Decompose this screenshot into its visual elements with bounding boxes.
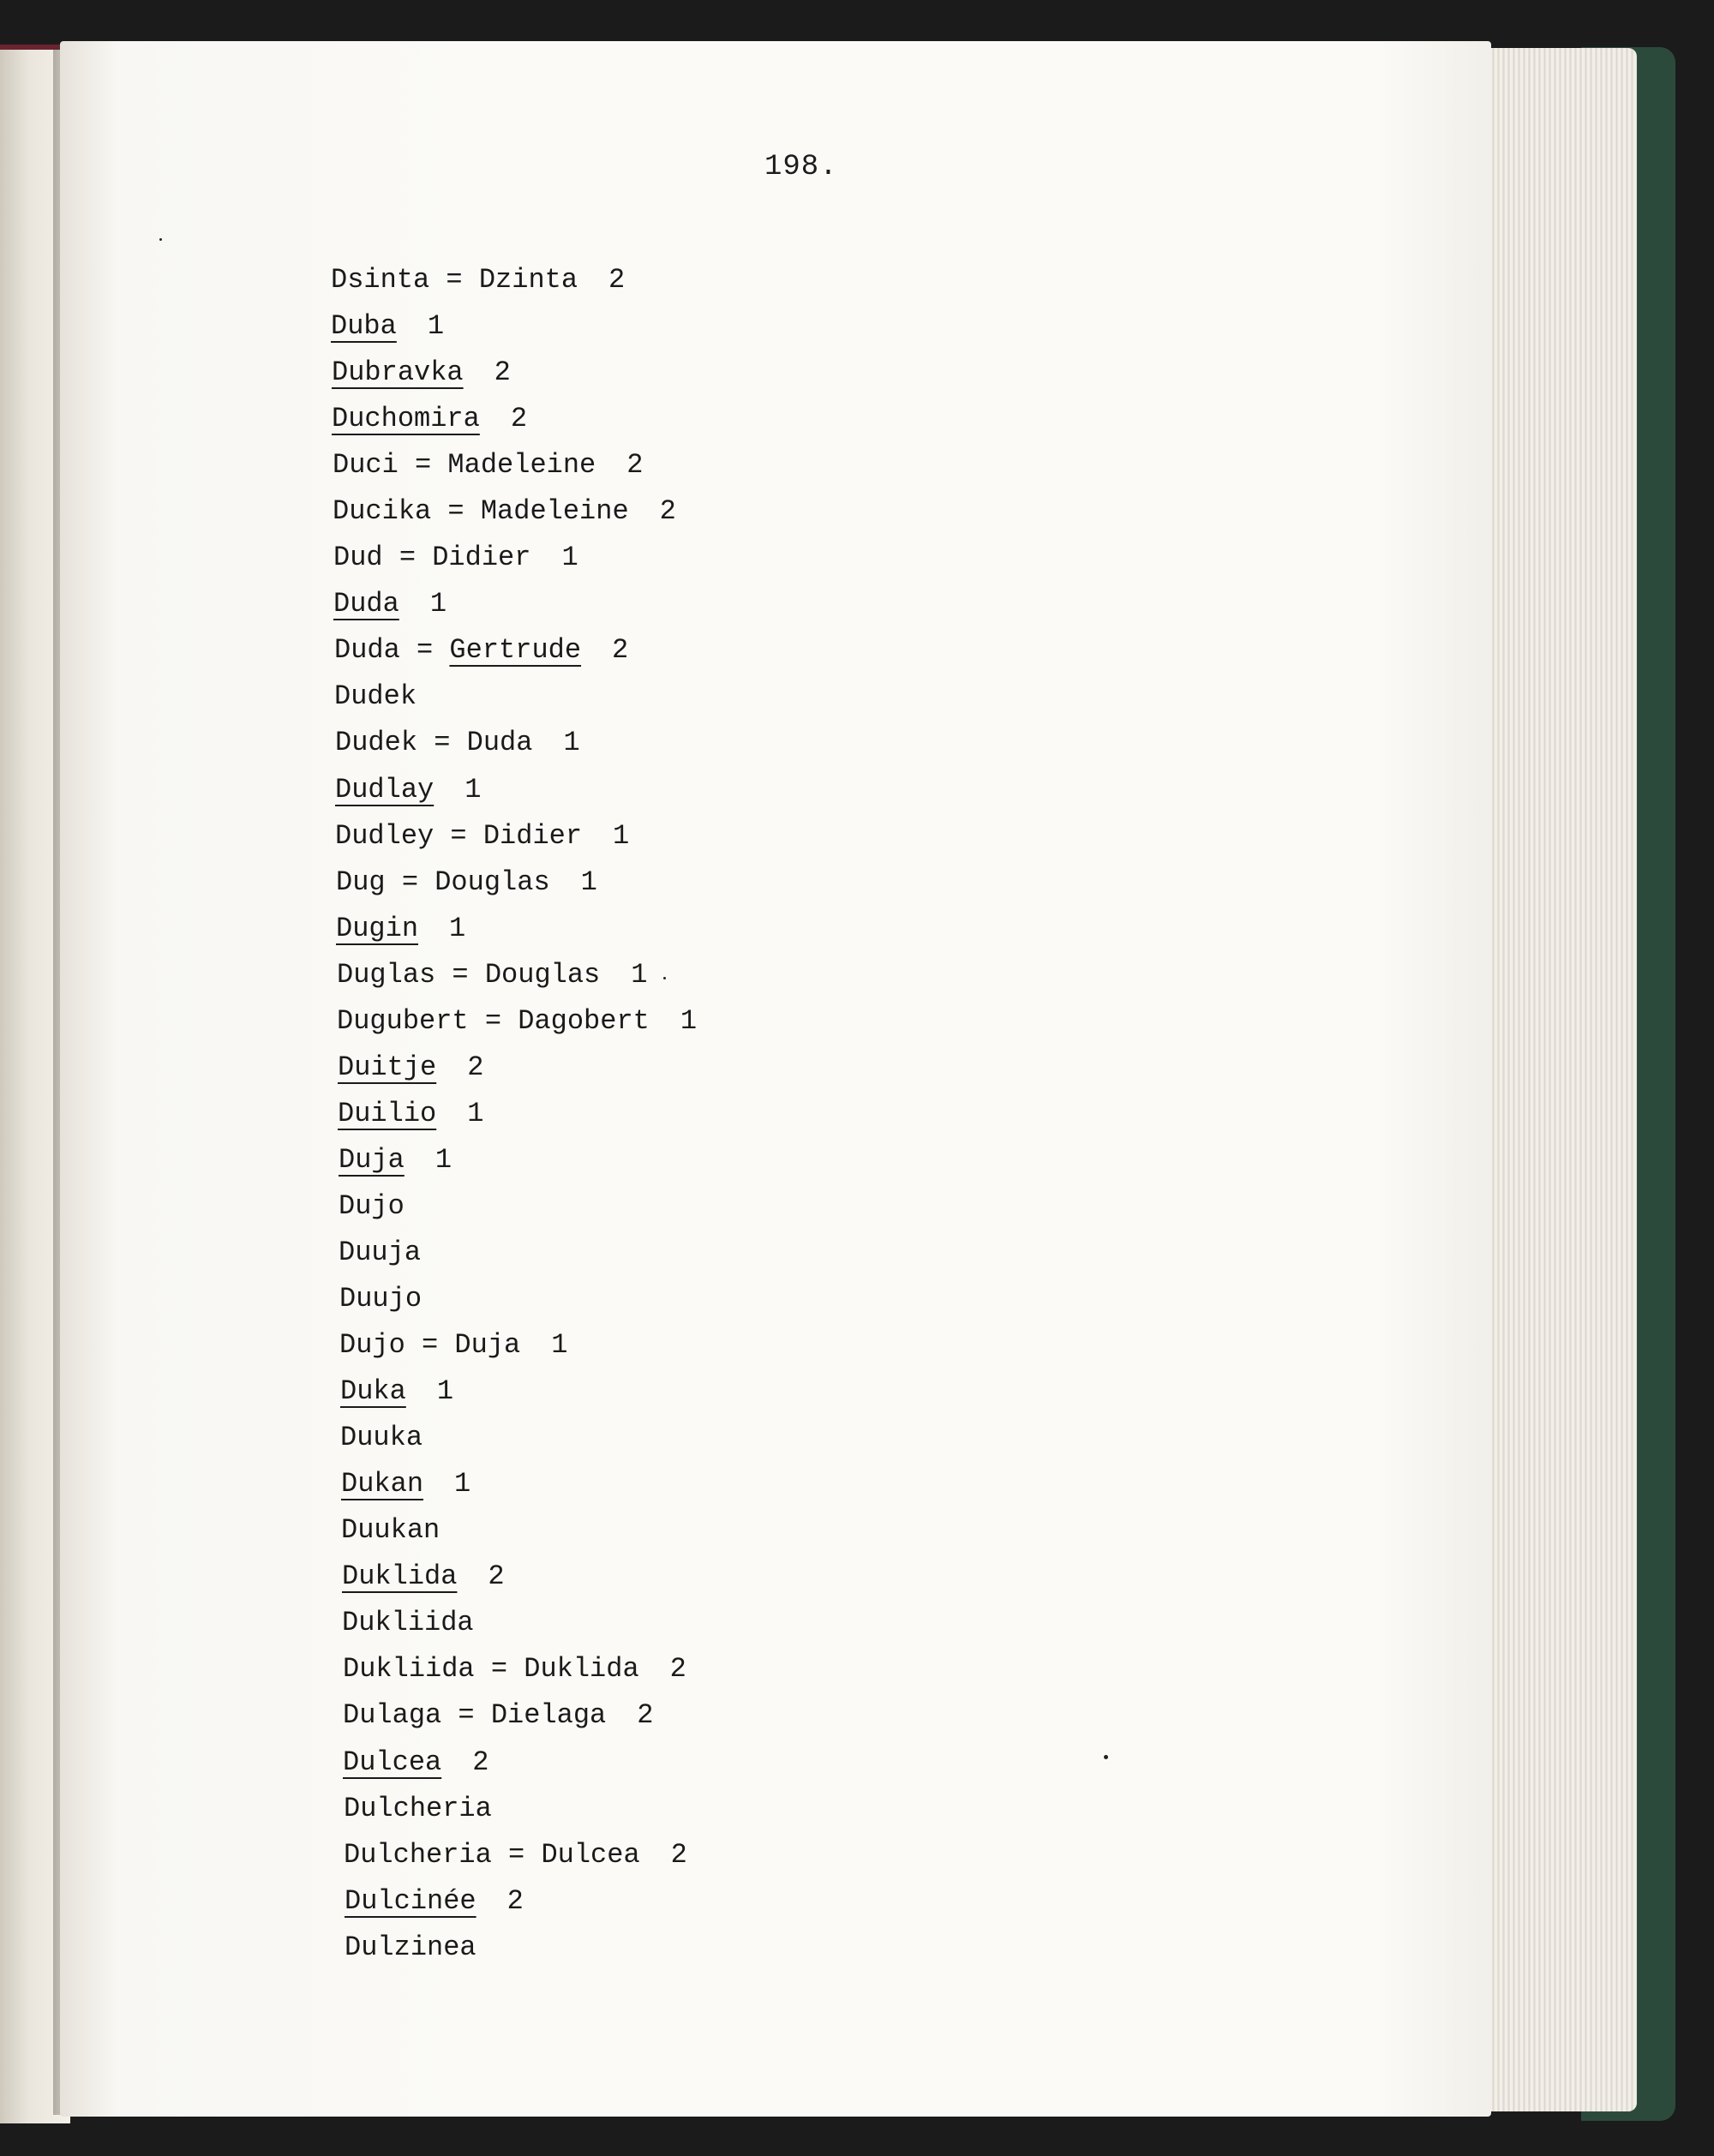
name-entry: Dulcheria = Dulcea 2	[344, 1838, 687, 1871]
name-entry: Dudley = Didier 1	[335, 819, 630, 852]
entry-name: Dulcinée	[345, 1884, 476, 1917]
entry-name: Dug	[336, 865, 386, 898]
entry-equivalent: Duja	[454, 1329, 521, 1362]
name-entry	[331, 1461, 697, 1507]
entry-code: 1	[613, 819, 630, 852]
entry-name: Duukan	[341, 1514, 440, 1547]
name-entry	[331, 1925, 697, 1971]
entry-name: Duda	[333, 588, 399, 620]
name-entry	[331, 1786, 697, 1832]
entry-name: Dugin	[336, 912, 419, 944]
name-entry: Dudek = Duda 1	[335, 727, 580, 759]
entry-name: Dubravka	[332, 356, 464, 389]
name-entry	[331, 1045, 697, 1091]
entry-name: Dukliida	[342, 1607, 474, 1639]
entry-code: 1	[561, 542, 578, 574]
ink-speck	[159, 238, 162, 241]
entry-code: 2	[608, 264, 626, 296]
entry-equivalent: Dielaga	[490, 1699, 607, 1732]
name-entry: Dsinta = Dzinta 2	[331, 264, 626, 296]
entry-name: Duuka	[340, 1422, 423, 1454]
name-entry: Duci = Madeleine 2	[333, 449, 644, 482]
entry-code: 1	[551, 1329, 568, 1362]
entry-name: Dulcheria	[344, 1838, 492, 1871]
entry-code: 1	[434, 1143, 452, 1176]
entry-code: 1	[464, 773, 482, 806]
name-entry: Duglas = Douglas 1	[337, 958, 648, 991]
entry-name: Dukliida	[343, 1653, 475, 1686]
name-entry	[331, 1183, 697, 1230]
name-entry	[331, 906, 697, 952]
entry-name: Dudek	[334, 680, 417, 713]
entry-equivalent: Dzinta	[478, 264, 578, 296]
entry-code: 1	[436, 1375, 454, 1408]
entry-name: Dudlay	[335, 773, 434, 806]
entry-code: 2	[472, 1746, 489, 1778]
ink-speck	[1104, 1755, 1108, 1759]
entry-code: 1	[449, 912, 466, 944]
entry-name: Dugubert	[337, 1004, 469, 1037]
entry-code: 1	[454, 1468, 471, 1500]
name-entry	[331, 303, 697, 350]
name-entry	[331, 1137, 697, 1183]
name-entry	[331, 1740, 697, 1786]
entry-name: Duchomira	[332, 403, 480, 435]
name-entry	[331, 1276, 697, 1322]
entry-name: Dulzinea	[345, 1931, 476, 1963]
entry-code: 2	[669, 1653, 686, 1686]
name-entry: Dugubert = Dagobert 1	[337, 1004, 698, 1037]
entry-name: Duka	[340, 1375, 406, 1408]
entry-name: Dulcheria	[344, 1792, 492, 1824]
book-page	[60, 41, 1491, 2117]
name-entry: Dukliida = Duklida 2	[343, 1653, 686, 1686]
name-entry-list	[331, 257, 697, 1971]
entry-code: 2	[467, 1051, 484, 1083]
entry-equivalent: Douglas	[484, 958, 601, 991]
entry-code: 1	[467, 1097, 484, 1129]
entry-name: Dujo	[339, 1189, 405, 1222]
name-entry	[331, 1091, 697, 1137]
name-entry	[331, 674, 697, 720]
entry-name: Dudley	[335, 819, 434, 852]
entry-name: Dud	[333, 542, 383, 574]
page-number: 198.	[764, 151, 838, 183]
name-entry: Dujo = Duja 1	[339, 1329, 568, 1362]
name-entry	[331, 1415, 697, 1461]
name-entry	[331, 396, 697, 442]
entry-name: Duitje	[338, 1051, 437, 1083]
name-entry	[331, 1600, 697, 1646]
entry-code: 1	[680, 1004, 698, 1037]
entry-code: 1	[580, 865, 597, 898]
entry-code: 2	[637, 1699, 654, 1732]
entry-equivalent: Gertrude	[449, 634, 582, 667]
entry-name: Ducika	[333, 495, 432, 528]
entry-name: Duglas	[337, 958, 436, 991]
entry-equivalent: Duda	[466, 727, 533, 759]
page-block-edges	[1474, 48, 1637, 2111]
entry-code: 2	[494, 356, 511, 389]
entry-name: Duci	[333, 449, 399, 482]
entry-equivalent: Duklida	[524, 1653, 639, 1686]
ink-speck	[663, 977, 666, 979]
entry-name: Dulaga	[343, 1699, 442, 1732]
name-entry	[331, 1230, 697, 1276]
entry-equivalent: Madeleine	[447, 449, 596, 482]
name-entry	[331, 1554, 697, 1600]
entry-name: Duilio	[338, 1097, 437, 1129]
entry-equivalent: Dagobert	[518, 1004, 650, 1037]
entry-name: Duuja	[339, 1236, 422, 1268]
name-entry	[331, 350, 697, 396]
entry-equivalent: Madeleine	[480, 495, 629, 528]
name-entry	[331, 1878, 697, 1925]
entry-name: Dukan	[341, 1468, 424, 1500]
entry-code: 1	[563, 727, 580, 759]
entry-name: Duba	[331, 310, 397, 343]
name-entry: Dulaga = Dielaga 2	[343, 1699, 654, 1732]
entry-name: Duja	[339, 1143, 405, 1176]
entry-name: Dudek	[335, 727, 418, 759]
entry-code: 2	[670, 1838, 687, 1871]
entry-name: Duklida	[342, 1560, 458, 1593]
entry-code: 2	[506, 1884, 524, 1917]
name-entry: Dud = Didier 1	[333, 542, 578, 574]
entry-code: 1	[427, 310, 445, 343]
entry-name: Duujo	[339, 1283, 423, 1315]
name-entry	[331, 1507, 697, 1554]
entry-code: 2	[510, 403, 528, 435]
entry-equivalent: Douglas	[434, 865, 550, 898]
entry-name: Dulcea	[343, 1746, 442, 1778]
name-entry: Duda = Gertrude 2	[334, 634, 629, 667]
name-entry: Dug = Douglas 1	[336, 865, 597, 898]
entry-code: 2	[488, 1560, 505, 1593]
entry-equivalent: Dulcea	[541, 1838, 640, 1871]
entry-code: 1	[429, 588, 447, 620]
entry-name: Dsinta	[331, 264, 430, 296]
entry-code: 2	[612, 634, 629, 667]
entry-equivalent: Didier	[482, 819, 583, 852]
entry-code: 2	[659, 495, 676, 528]
entry-name: Dujo	[339, 1329, 405, 1362]
entry-equivalent: Didier	[432, 542, 531, 574]
entry-code: 1	[631, 958, 648, 991]
name-entry	[331, 767, 697, 813]
entry-code: 2	[626, 449, 644, 482]
entry-name: Duda	[334, 634, 400, 667]
name-entry	[331, 1368, 697, 1415]
name-entry	[331, 581, 697, 627]
name-entry: Ducika = Madeleine 2	[333, 495, 676, 528]
